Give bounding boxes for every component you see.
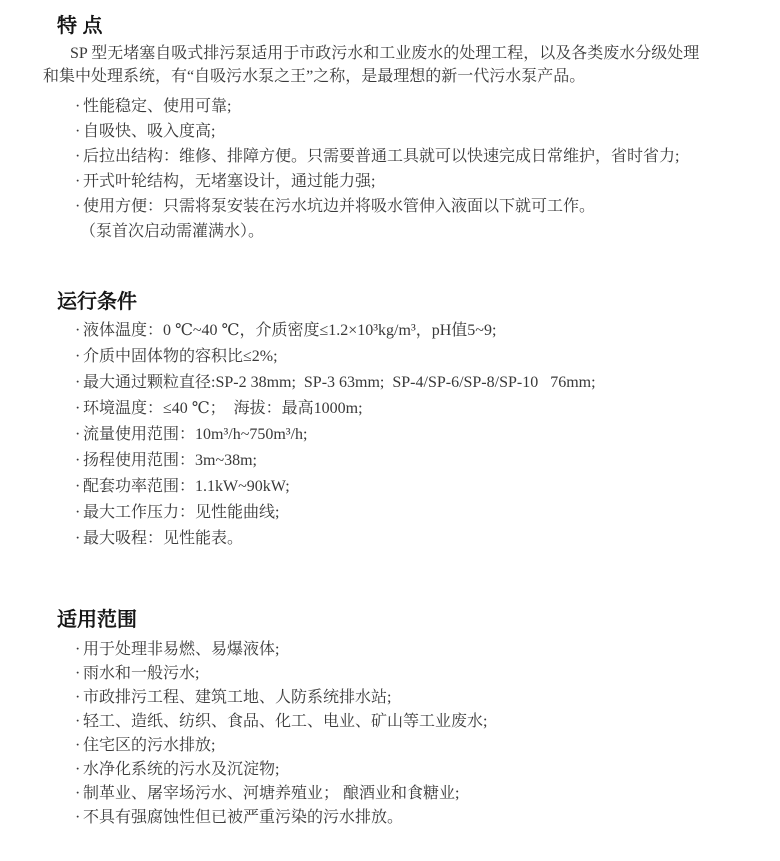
section-heading-operating-conditions: 运行条件 bbox=[57, 291, 137, 313]
list-item bbox=[75, 370, 727, 396]
list-item-text: 最大通过颗粒直径:SP-2 38mm; SP-3 63mm; SP-4/SP-6/SP-8/SP-10 76mm; bbox=[83, 374, 596, 391]
list-item bbox=[75, 344, 727, 370]
bullet-marker: · bbox=[75, 198, 81, 215]
list-item bbox=[75, 169, 727, 194]
list-item bbox=[75, 734, 727, 758]
bullet-marker: · bbox=[75, 452, 81, 469]
list-item bbox=[75, 396, 727, 422]
list-item-text: 水净化系统的污水及沉淀物; bbox=[83, 761, 280, 778]
list-item-text: （泵首次启动需灌满水）。 bbox=[80, 223, 265, 240]
list-item bbox=[75, 662, 727, 686]
list-item bbox=[75, 806, 727, 830]
bullet-marker: · bbox=[75, 478, 81, 495]
list-item bbox=[75, 448, 727, 474]
bullet-marker: · bbox=[75, 348, 81, 365]
application-scope-list bbox=[43, 638, 727, 830]
list-item-text: 介质中固体物的容积比≤2%; bbox=[83, 348, 278, 365]
list-item-text: 配套功率范围：1.1kW~90kW; bbox=[83, 478, 290, 495]
bullet-marker: · bbox=[75, 98, 81, 115]
list-item bbox=[75, 758, 727, 782]
list-item-text: 最大工作压力：见性能曲线; bbox=[83, 504, 280, 521]
list-item-text: 扬程使用范围：3m~38m; bbox=[83, 452, 257, 469]
list-item-text: 液体温度：0 ℃~40 ℃，介质密度≤1.2×10³kg/m³，pH值5~9; bbox=[83, 322, 497, 339]
list-item-note bbox=[75, 219, 727, 244]
bullet-marker: · bbox=[75, 504, 81, 521]
bullet-marker: · bbox=[75, 785, 81, 802]
list-item-text: 住宅区的污水排放; bbox=[83, 737, 216, 754]
list-item bbox=[75, 526, 727, 552]
list-item-text: 环境温度：≤40 ℃； 海拔：最高1000m; bbox=[83, 400, 363, 417]
list-item bbox=[75, 119, 727, 144]
features-list bbox=[43, 94, 727, 244]
list-item-text: 使用方便：只需将泵安装在污水坑边并将吸水管伸入液面以下就可工作。 bbox=[83, 198, 596, 215]
bullet-marker: · bbox=[75, 148, 81, 165]
bullet-marker: · bbox=[75, 737, 81, 754]
bullet-marker: · bbox=[75, 641, 81, 658]
section-operating-conditions bbox=[43, 290, 727, 552]
bullet-marker: · bbox=[75, 400, 81, 417]
list-item bbox=[75, 474, 727, 500]
section-application-scope bbox=[43, 608, 727, 830]
list-item-text: 市政排污工程、建筑工地、人防系统排水站; bbox=[83, 689, 392, 706]
list-item bbox=[75, 318, 727, 344]
list-item bbox=[75, 782, 727, 806]
list-item-text: 雨水和一般污水; bbox=[83, 665, 200, 682]
section-features bbox=[43, 14, 727, 244]
bullet-marker: · bbox=[75, 689, 81, 706]
list-item-text: 制革业、屠宰场污水、河塘养殖业； 酿酒业和食糖业; bbox=[83, 785, 460, 802]
list-item-text: 最大吸程：见性能表。 bbox=[83, 530, 244, 547]
list-item-text: 自吸快、吸入度高; bbox=[83, 123, 216, 140]
list-item-text: 后拉出结构：维修、排障方便。只需要普通工具就可以快速完成日常维护，省时省力; bbox=[83, 148, 680, 165]
list-item bbox=[75, 710, 727, 734]
list-item-text: 流量使用范围：10m³/h~750m³/h; bbox=[83, 426, 308, 443]
list-item-text: 轻工、造纸、纺织、食品、化工、电业、矿山等工业废水; bbox=[83, 713, 488, 730]
bullet-marker: · bbox=[75, 123, 81, 140]
list-item-text: 不具有强腐蚀性但已被严重污染的污水排放。 bbox=[83, 809, 404, 826]
bullet-marker: · bbox=[75, 665, 81, 682]
list-item bbox=[75, 144, 727, 169]
bullet-marker: · bbox=[75, 713, 81, 730]
list-item-text: 开式叶轮结构，无堵塞设计，通过能力强; bbox=[83, 173, 376, 190]
list-item bbox=[75, 194, 727, 219]
list-item-text: 用于处理非易燃、易爆液体; bbox=[83, 641, 280, 658]
bullet-marker: · bbox=[75, 530, 81, 547]
list-item bbox=[75, 422, 727, 448]
bullet-marker: · bbox=[75, 809, 81, 826]
list-item-text: 性能稳定、使用可靠; bbox=[83, 98, 232, 115]
list-item bbox=[75, 500, 727, 526]
bullet-marker: · bbox=[75, 173, 81, 190]
list-item bbox=[75, 94, 727, 119]
bullet-marker: · bbox=[75, 374, 81, 391]
list-item bbox=[75, 686, 727, 710]
operating-conditions-list bbox=[43, 318, 727, 552]
bullet-marker: · bbox=[75, 761, 81, 778]
bullet-marker: · bbox=[75, 426, 81, 443]
bullet-marker: · bbox=[75, 322, 81, 339]
section-heading-features: 特 点 bbox=[57, 15, 103, 37]
list-item bbox=[75, 638, 727, 662]
section-heading-application-scope: 适用范围 bbox=[57, 609, 137, 631]
intro-paragraph: SP 型无堵塞自吸式排污泵适用于市政污水和工业废水的处理工程，以及各类废水分级处理和集中处理系统，有“自吸污水泵之王”之称，是最理想的新一代污水泵产品。 bbox=[43, 45, 700, 85]
